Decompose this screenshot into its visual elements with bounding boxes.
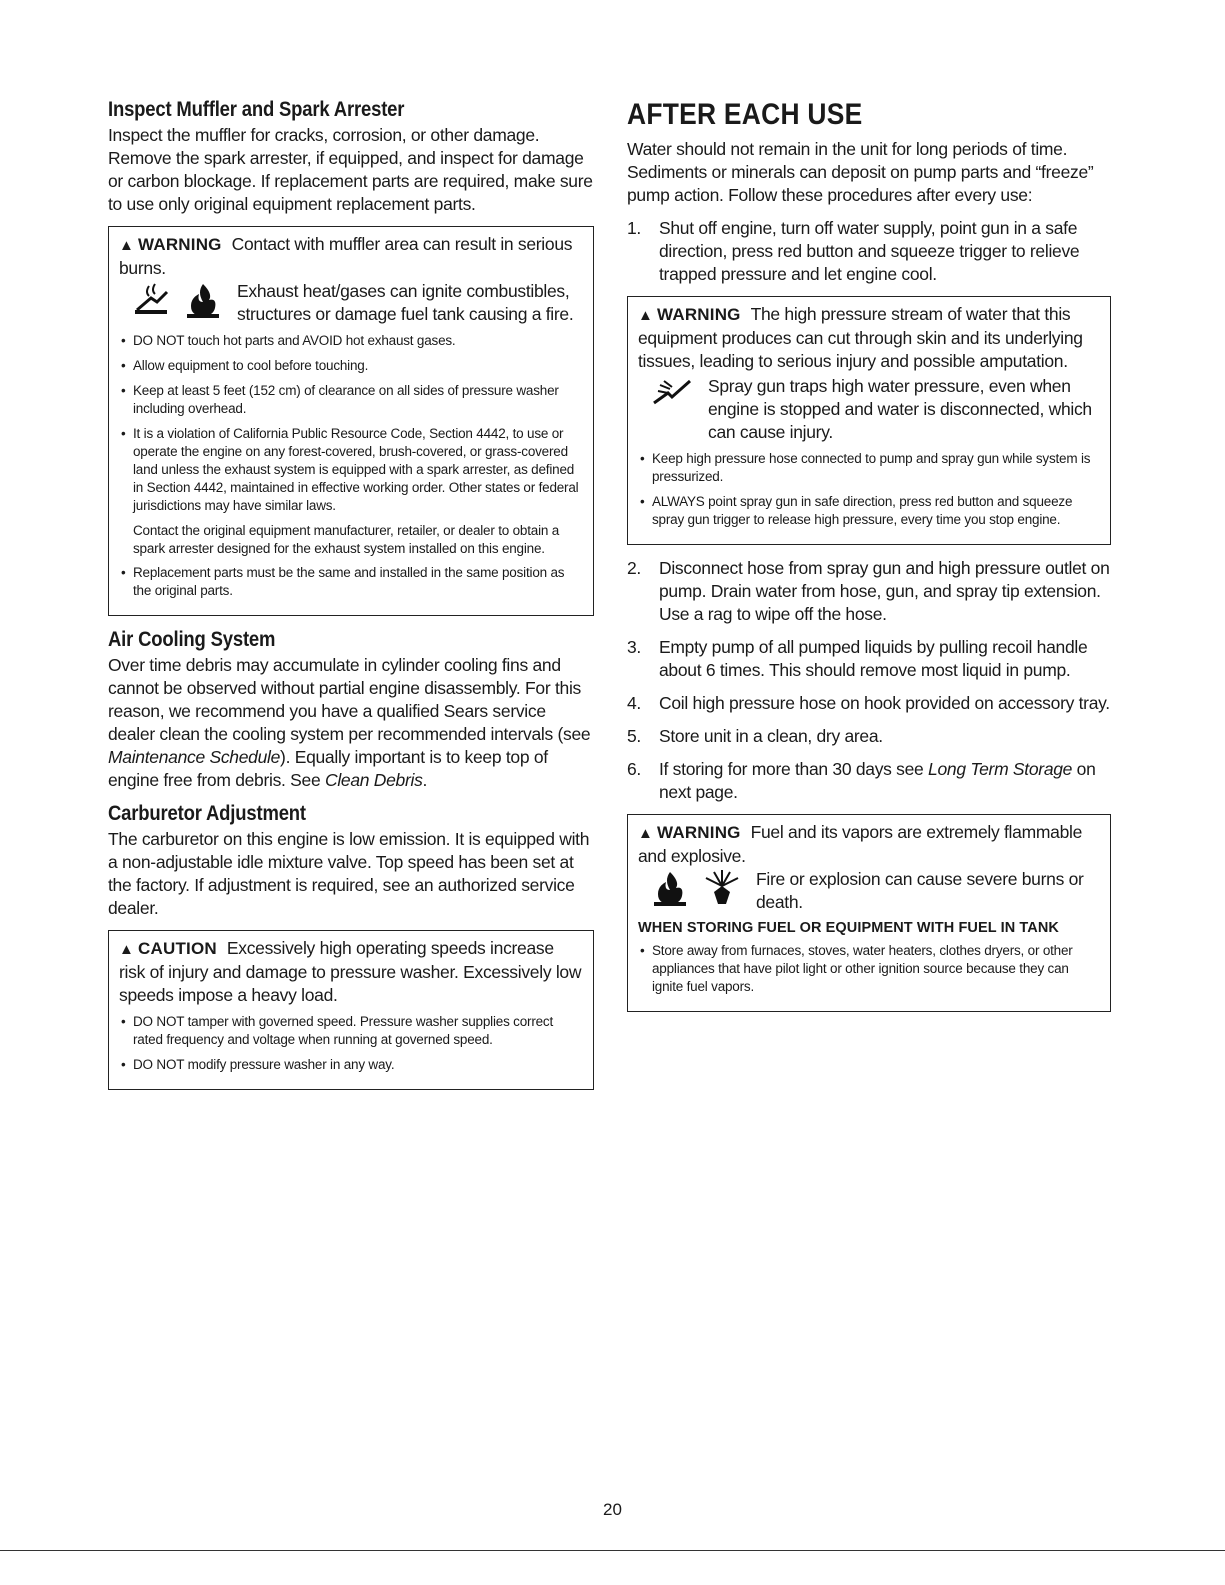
- hot-surface-burn-icon: [131, 280, 171, 320]
- air-cooling-text: Over time debris may accumulate in cylinder cooling fins and cannot be observed without partial engine disassembly. For this reason, we recommend you have a qualified Sears service dealer clean the cooling system per recommended intervals (see Maintenance Schedule). Equally important is to keep top of engine free from debris. See Clean Debris.: [108, 655, 591, 790]
- spark-arrester-contact-note: Contact the original equipment manufacturer, retailer, or dealer to obtain a spark arrester designed for the exhaust system installed on this engine.: [133, 523, 560, 556]
- long-term-storage-reference: Long Term Storage: [928, 759, 1073, 779]
- muffler-warning-text1: Contact with muffler area can result in serious burns.: [119, 234, 573, 278]
- list-item: • Store away from furnaces, stoves, water heaters, clothes dryers, or other appliances that have pilot light or other ignition source because they can ignite fuel vapors.: [638, 942, 1100, 996]
- storing-fuel-heading: WHEN STORING FUEL OR EQUIPMENT WITH FUEL IN TANK: [638, 920, 1060, 936]
- warning-triangle-icon: ▲: [119, 941, 135, 958]
- steps-list-continued: [627, 557, 1111, 804]
- high-pressure-spray-injury-icon: [650, 375, 694, 411]
- list-item: • Keep high pressure hose connected to pump and spray gun while system is pressurized.: [638, 450, 1100, 486]
- muffler-text: Inspect the muffler for cracks, corrosion, or other damage. Remove the spark arrester, if equipped, and inspect for damage or carbon blockage. If replacement parts are required, make sure to use only original equipment replacement parts.: [108, 125, 593, 214]
- list-item: • Keep at least 5 feet (152 cm) of clearance on all sides of pressure washer including overhead.: [119, 382, 583, 418]
- caution-signal-word: ▲ CAUTION: [119, 939, 217, 958]
- list-item: • DO NOT tamper with governed speed. Pressure washer supplies correct rated frequency and voltage when running at governed speed.: [119, 1013, 583, 1049]
- list-item: • DO NOT modify pressure washer in any way.: [119, 1056, 583, 1074]
- maintenance-schedule-reference: Maintenance Schedule: [108, 747, 281, 767]
- muffler-warning-list: [119, 332, 583, 515]
- page-number: 20: [603, 1500, 622, 1519]
- muffler-warning-box: [108, 226, 594, 616]
- fire-icon: [650, 868, 690, 908]
- air-cooling-heading: Air Cooling System: [108, 628, 276, 651]
- list-item: • DO NOT touch hot parts and AVOID hot exhaust gases.: [119, 332, 583, 350]
- step-item: 1. Shut off engine, turn off water supply, point gun in a safe direction, press red button and squeeze trigger to relieve trapped pressure and let engine cool.: [627, 218, 1080, 284]
- fuel-warning-text1: Fuel and its vapors are extremely flammable and explosive.: [638, 822, 1083, 866]
- caution-box: [108, 930, 594, 1090]
- step-item: 5. Store unit in a clean, dry area.: [627, 726, 883, 746]
- muffler-heading: Inspect Muffler and Spark Arrester: [108, 98, 405, 121]
- fuel-warning-box: [627, 814, 1111, 1012]
- muffler-warning-text2: Exhaust heat/gases can ignite combustibles, structures or damage fuel tank causing a fire.: [237, 281, 574, 324]
- fuel-warning-list: [638, 942, 1100, 996]
- pressure-warning-text2: Spray gun traps high water pressure, even when engine is stopped and water is disconnected, which can cause injury.: [708, 376, 1092, 442]
- step-item: 2. Disconnect hose from spray gun and high pressure outlet on pump. Drain water from hose, gun, and spray tip extension. Use a rag to wipe off the hose.: [627, 558, 1110, 624]
- caution-text: Excessively high operating speeds increase risk of injury and damage to pressure washer. Excessively low speeds impose a heavy load.: [119, 938, 582, 1005]
- warning-triangle-icon: ▲: [638, 825, 654, 842]
- fuel-warning-text2: Fire or explosion can cause severe burns or death.: [756, 869, 1084, 912]
- fire-icon: [183, 280, 223, 320]
- explosion-icon: [702, 868, 742, 908]
- list-item: • Replacement parts must be the same and installed in the same position as the original parts.: [119, 564, 583, 600]
- list-item: • ALWAYS point spray gun in safe direction, press red button and squeeze spray gun trigger to release high pressure, every time you stop engine.: [638, 493, 1100, 529]
- warning-signal-word: ▲ WARNING: [638, 823, 741, 842]
- bottom-divider: [0, 1550, 1225, 1551]
- pressure-warning-box: [627, 296, 1111, 545]
- carburetor-heading: Carburetor Adjustment: [108, 802, 306, 825]
- right-column: [627, 98, 1111, 1024]
- pressure-warning-text1: The high pressure stream of water that this equipment produces can cut through skin and its underlying tissues, leading to serious injury and possible amputation.: [638, 304, 1083, 371]
- step-item: 6. If storing for more than 30 days see Long Term Storage on next page.: [627, 759, 1096, 802]
- warning-triangle-icon: ▲: [638, 307, 654, 324]
- step-item: 4. Coil high pressure hose on hook provided on accessory tray.: [627, 693, 1110, 713]
- steps-list: [627, 217, 1111, 286]
- list-item: • It is a violation of California Public Resource Code, Section 4442, to use or operate the engine on any forest-covered, brush-covered, or grass-covered land unless the exhaust system is equipped with a spark arrester, as defined in Section 4442, maintained in effective working order. Other states or federal jurisdictions may have similar laws.: [119, 425, 583, 515]
- left-column: [108, 98, 594, 1102]
- step-item: 3. Empty pump of all pumped liquids by pulling recoil handle about 6 times. This should remove most liquid in pump.: [627, 637, 1088, 680]
- warning-signal-word: ▲ WARNING: [119, 235, 222, 254]
- list-item: • Allow equipment to cool before touching.: [119, 357, 583, 375]
- warning-icons: [119, 280, 237, 320]
- warning-signal-word: ▲ WARNING: [638, 305, 741, 324]
- after-each-use-heading: AFTER EACH USE: [627, 98, 863, 131]
- pressure-warning-list: [638, 450, 1100, 529]
- warning-triangle-icon: ▲: [119, 237, 135, 254]
- carburetor-text: The carburetor on this engine is low emission. It is equipped with a non-adjustable idle mixture valve. Top speed has been set at the factory. If adjustment is required, see an authorized service dealer.: [108, 829, 590, 918]
- caution-list: [119, 1013, 583, 1074]
- after-use-intro: Water should not remain in the unit for long periods of time. Sediments or minerals can deposit on pump parts and “freeze” pump action. Follow these procedures after every use:: [627, 139, 1094, 205]
- clean-debris-reference: Clean Debris: [324, 770, 423, 790]
